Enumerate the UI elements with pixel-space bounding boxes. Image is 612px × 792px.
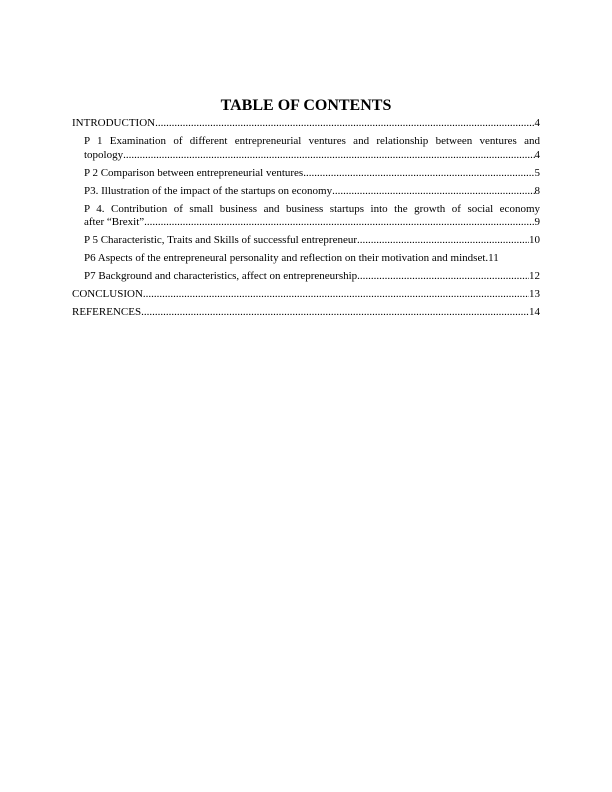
dot-leader <box>332 185 534 199</box>
toc-entry-p6[interactable] <box>72 252 540 266</box>
toc-entry-text: P3. Illustration of the impact of the startups on economy <box>84 184 333 197</box>
dot-leader <box>143 288 529 302</box>
dot-leader <box>144 216 534 230</box>
toc-entry-text: INTRODUCTION <box>72 117 156 129</box>
toc-entry-introduction[interactable] <box>72 117 540 131</box>
toc-entry-text: after “Brexit” <box>84 216 145 228</box>
toc-page-number: 14 <box>529 306 540 318</box>
toc-title: TABLE OF CONTENTS <box>220 97 392 114</box>
toc-entry-p1[interactable] <box>72 135 540 162</box>
toc-page-number: 4 <box>534 148 540 161</box>
toc-entry-text-line1: P 4. Contribution of small business and business startups into the growth of social economy <box>84 202 540 215</box>
toc-page-number: 11 <box>488 252 499 264</box>
toc-entry-p7[interactable] <box>72 270 540 284</box>
toc-entry-p5[interactable] <box>72 234 540 248</box>
toc-page-number: 8 <box>534 184 540 197</box>
toc-entry-text: CONCLUSION <box>72 288 143 300</box>
toc-page-number: 5 <box>534 166 540 179</box>
toc-page-number: 13 <box>529 288 540 300</box>
dot-leader <box>141 306 529 320</box>
toc-page-number: 4 <box>534 117 540 129</box>
dot-leader <box>155 117 534 131</box>
dot-leader <box>357 234 529 248</box>
toc-entry-conclusion[interactable] <box>72 288 540 302</box>
toc-entry-text: P 5 Characteristic, Traits and Skills of successful entrepreneur <box>84 234 358 246</box>
dot-leader <box>357 270 529 284</box>
dot-leader <box>303 167 534 181</box>
dot-leader <box>123 149 534 163</box>
toc-page-number: 10 <box>529 234 540 246</box>
toc-entry-references[interactable] <box>72 306 540 320</box>
toc-entry-p4[interactable] <box>72 203 540 230</box>
toc-page-number: 12 <box>529 270 540 282</box>
table-of-contents <box>72 96 540 324</box>
toc-entry-p2[interactable] <box>72 167 540 181</box>
toc-page-number: 9 <box>534 216 540 228</box>
toc-entry-text: P6 Aspects of the entrepreneural personality and reflection on their motivation and mindset. <box>84 252 489 264</box>
toc-entry-text: P7 Background and characteristics, affect on entrepreneurship <box>84 270 358 282</box>
toc-entry-text: topology <box>84 148 124 161</box>
toc-entry-p3[interactable] <box>72 185 540 199</box>
toc-entry-text-line1: P 1 Examination of different entrepreneurial ventures and relationship between ventures and <box>84 135 540 147</box>
toc-entry-text: REFERENCES <box>72 306 142 318</box>
toc-entry-text: P 2 Comparison between entrepreneurial ventures <box>84 166 304 179</box>
